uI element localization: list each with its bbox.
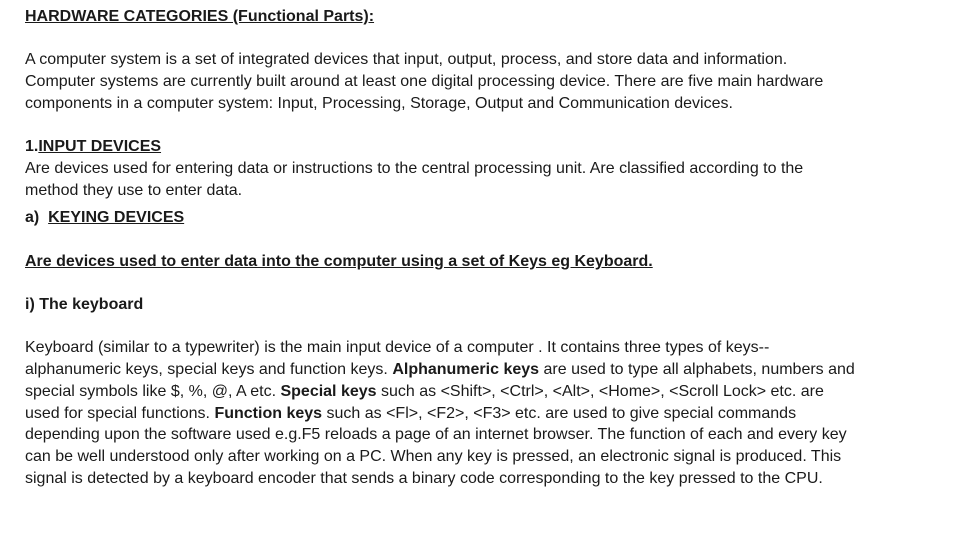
section-heading: HARDWARE CATEGORIES (Functional Parts):: [25, 8, 375, 25]
document-page: [25, 6, 860, 489]
input-devices-title: INPUT DEVICES: [38, 138, 162, 156]
special-keys-label: Special keys: [280, 382, 377, 400]
keyboard-paragraph: [25, 337, 860, 489]
intro-paragraph: A computer system is a set of integrated devices that input, output, process, and store data and information. Computer systems are currently built around at least one digital processing device. There are five main hardware components in a computer system: Input, Processing, Storage, Output and Communication devices.: [25, 51, 824, 112]
keyboard-text-3: such as <Shift>, <Ctrl>, <Alt>, <Home>, <Scroll Lock> etc. are used for special functions.: [25, 382, 824, 422]
keying-devices-marker: a): [25, 209, 40, 227]
keying-devices-heading: [25, 207, 860, 229]
input-devices-description: Are devices used for entering data or instructions to the central processing unit. Are classified according to the method they use to enter data.: [25, 159, 804, 199]
keying-devices-description: Are devices used to enter data into the computer using a set of Keys eg Keyboard.: [25, 252, 653, 270]
keyboard-text-2: are used to type all alphabets, numbers and special symbols like $, %, @, A etc.: [25, 361, 855, 400]
input-devices-number: 1.: [25, 138, 39, 156]
input-devices-heading: [25, 136, 860, 158]
function-keys-label: Function keys: [214, 404, 323, 422]
alphanumeric-keys-label: Alphanumeric keys: [392, 361, 540, 379]
keyboard-heading: i) The keyboard: [25, 296, 144, 314]
keying-devices-title: KEYING DEVICES: [48, 209, 185, 227]
keyboard-text-4: such as <Fl>, <F2>, <F3> etc. are used to give special commands depending upon the software used e.g.F5 reloads a page of an internet browser. The function of each and every key can be well understood only after working on a PC. When any key is pressed, an electronic signal is produced. This signal is detected by a keyboard encoder that sends a binary code corresponding to the key pressed to the CPU.: [25, 404, 847, 487]
keyboard-text-1: Keyboard (similar to a typewriter) is the main input device of a computer . It contains three types of keys-- alphanumeric keys, special keys and function keys.: [25, 339, 770, 379]
